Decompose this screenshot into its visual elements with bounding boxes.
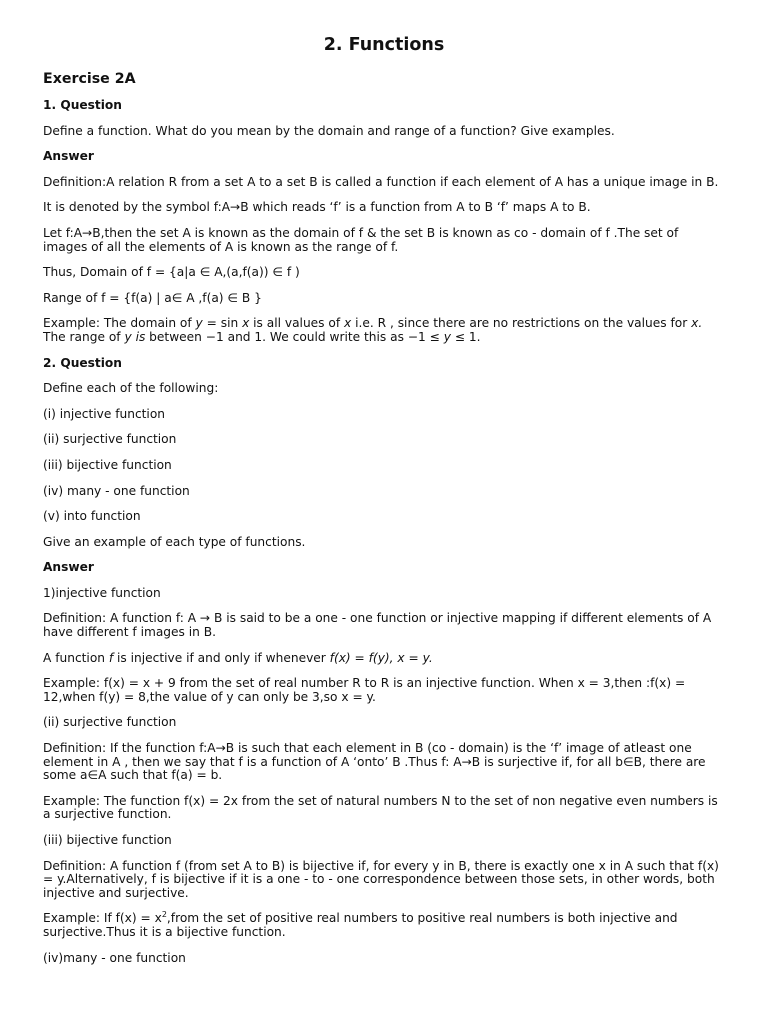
answer-1-range-formula: Range of f = {f(a) | a∈ A ,f(a) ∈ B } <box>43 290 262 305</box>
answer-1-example <box>43 317 725 344</box>
example-text: i.e. R , since there are no restrictions on the values for <box>351 316 692 331</box>
question-1-text: Define a function. What do you mean by the domain and range of a function? Give examples. <box>43 123 615 138</box>
injective-example: Example: f(x) = x + 9 from the set of real number R to R is an injective function. When x = 3,then :f(x) = 12,when f(y) = 8,the value of y can only be 3,so x = y. <box>43 676 686 704</box>
question-2-instruction: Give an example of each type of functions. <box>43 534 306 549</box>
answer-2-label: Answer <box>43 560 94 575</box>
question-2-label: 2. Question <box>43 355 122 370</box>
example-var: x <box>344 316 352 331</box>
bijective-example-text: Example: If f(x) = x <box>43 911 162 926</box>
answer-1-domain-formula: Thus, Domain of f = {a|a ∈ A,(a,f(a)) ∈ f ) <box>43 265 300 280</box>
injective-heading: 1)injective function <box>43 585 161 600</box>
condition-text: is injective if and only if whenever <box>113 650 330 665</box>
example-text: is all values of <box>249 316 345 331</box>
example-var: y <box>443 329 451 344</box>
example-var: y <box>195 316 203 331</box>
surjective-heading: (ii) surjective function <box>43 715 177 730</box>
injective-condition <box>43 652 725 666</box>
answer-1-label: Answer <box>43 149 94 164</box>
answer-1-definition: Definition:A relation R from a set A to a set B is called a function if each element of A has a unique image in B. <box>43 174 719 189</box>
surjective-definition: Definition: If the function f:A→B is such that each element in B (co - domain) is the ‘f’ image of atleast one element in A , then we say that f is a function of A ‘onto’ B .Thus f: A→B is surjective if, for all b∈B, there are some a∈A such that f(a) = b. <box>43 741 706 783</box>
example-text: between −1 and 1. We could write this as −1 ≤ <box>145 329 444 344</box>
injective-definition: Definition: A function f: A → B is said to be a one - one function or injective mapping if different elements of A have different f images in B. <box>43 611 712 640</box>
exercise-heading: Exercise 2A <box>43 71 136 87</box>
example-text: Example: The domain of <box>43 316 196 331</box>
example-var: y is <box>124 329 146 344</box>
condition-var: f <box>108 650 114 665</box>
question-2-item: (ii) surjective function <box>43 432 177 447</box>
many-one-heading: (iv)many - one function <box>43 950 186 965</box>
example-text: = sin <box>202 316 243 331</box>
example-var: x <box>242 316 250 331</box>
answer-1-domain-range: Let f:A→B,then the set A is known as the domain of f & the set B is known as co - domain of f .The set of images of all the elements of A is known as the range of f. <box>43 225 679 254</box>
answer-1-notation: It is denoted by the symbol f:A→B which reads ‘f’ is a function from A to B ‘f’ maps A to B. <box>43 200 591 215</box>
example-text: ≤ 1. <box>450 329 481 344</box>
bijective-example-text: ,from the set of positive real numbers to positive real numbers is both injective and surjective.Thus it is a bijective function. <box>43 911 678 939</box>
bijective-example <box>43 912 725 939</box>
question-2-text: Define each of the following: <box>43 381 219 396</box>
condition-expr: f(x) = f(y), x = y. <box>329 650 433 665</box>
bijective-heading: (iii) bijective function <box>43 833 172 847</box>
surjective-example: Example: The function f(x) = 2x from the set of natural numbers N to the set of non negative even numbers is a surjective function. <box>43 793 718 822</box>
question-1-label: 1. Question <box>43 98 122 112</box>
example-var: x. <box>691 316 703 331</box>
question-2-item: (iii) bijective function <box>43 457 172 472</box>
question-2-item: (iv) many - one function <box>43 483 190 498</box>
condition-text: A function <box>43 650 109 665</box>
bijective-definition: Definition: A function f (from set A to B) is bijective if, for every y in B, there is exactly one x in A such that f(x) = y.Alternatively, f is bijective if it is a one - to - one correspondence between those sets, in other words, both injective and surjective. <box>43 858 719 900</box>
example-text: The range of <box>43 329 125 344</box>
question-2-item: (v) into function <box>43 509 141 524</box>
page-title: 2. Functions <box>323 35 445 55</box>
exponent: 2 <box>161 910 167 920</box>
question-2-item: (i) injective function <box>43 406 165 421</box>
